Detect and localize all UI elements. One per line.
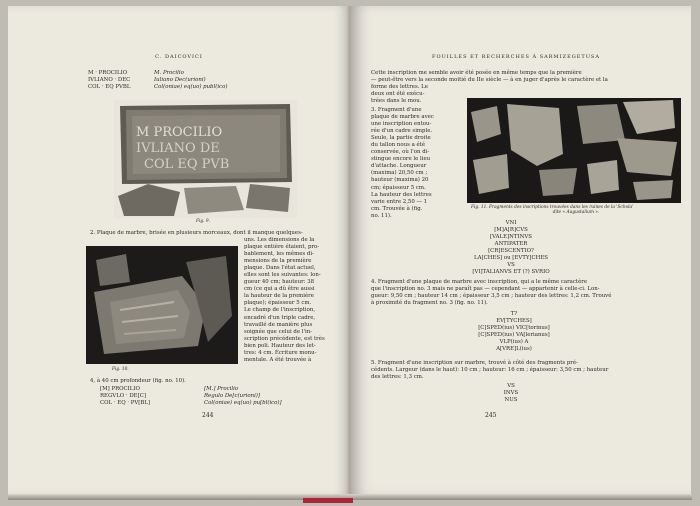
left-page [8,6,350,496]
inscription4: T? EV[TYCHES] [C]SPED(ius) VIC[torinus] [C]SPED(ius) VA[lerianus] VLP(ius) A A[VRE]L(ius) [478,311,550,353]
photo-line2: IVLIANO DE [136,141,220,156]
inscription1-original: M · PROCILIO IVLIANO · DEC COL · EQ PVBL [88,70,131,91]
right-page-number: 245 [485,412,497,419]
fig11-caption: Fig. 11. Fragments des inscriptions trouvées dans les ruines de la 'Schola' dite « Augustalium ». [471,205,634,216]
fig9-caption: Fig. 9. [196,219,210,224]
bookmark-ribbon [303,498,353,503]
right-running-header: FOUILLES ET RECHERCHES À SARMIZEGETUSA [432,54,600,60]
book-spread [8,6,692,502]
fig11-photo [467,98,681,203]
intro-paragraph: Cette inscription me semble avoir été posée en même temps que la première — peut-être vers la seconde moitié du IIe siècle — à en juger d'après le caractère et la forme des lettres. Le deux ont été exécu- trées dans le mou. [371,70,608,105]
fig10-photo [86,246,238,364]
stone-fragment-image [86,246,238,364]
para2-side: uns. Les dimensions de la plaque entière étaient, pro- bablement, les mêmes di- mensions de la première plaque. Dans l'état actuel, elles sont les suivantes: lon- gueur 40 cm; hauteur: 38 cm (ce qui a dû être aussi la hauteur de la première plaque); épaisseur 5 cm. Le champ de l'inscription, encadré d'un triple cadre, travaillé de manière plus soignée que celui de l'in- scription précédente, est très bien poli. Hauteur des let- tres: 4 cm. Écriture monu- mentale. A été trouvée à [244,237,325,363]
inscription5: VS INVS NUS [503,383,519,404]
fig9-photo [114,100,297,218]
para5: 5. Fragment d'une inscription sur marbre, trouvé à côté des fragments pré- cédents. Largeur (dans le haut): 10 cm ; hauteur: 16 cm ; épaisseur: 3,50 cm ; hauteur des lettres: 1,3 cm. [371,360,609,381]
para4: 4. Fragment d'une plaque de marbre avec inscription, qui a le même caractère que l'inscription no. 3 mais ne paraît pas — cependant — appartenir à celle-ci. Lon- gueur: 9,50 cm ; hauteur 14 cm ; épaisseur 3,5 cm ; hauteur des lettres: 1,2 cm. Trouvé à proximité du fragment no. 3 (fig. no. 11). [371,279,612,307]
stone-slab-image [114,100,297,218]
inscription2-transcription: [M.] Procilio Regulo De[c(urioni)] Col(oniae) eq(uo) pu[bl(ico)] [204,386,282,407]
inscription2-original: [M] PROCILIO REGVLO · DE[C] COL · EQ · PV[BL] [100,386,151,407]
right-page [351,6,691,496]
para2-full: 2. Plaque de marbre, brisée en plusieurs morceaux, dont il manque quelques- [90,230,303,236]
left-running-header: C. DAICOVICI [155,54,203,60]
inscription3: VNI [M]A[R]CVS [VALE]NTINVS ANTIPATER [CR]ESCENTIO? LA[CHES] ou [EVTY]CHES VS [VI]TALIANVS ET (?) SVRIO [472,220,550,276]
fragments-image [467,98,681,203]
photo-line1: M PROCILIO [136,125,223,140]
para2-end: 4, à 40 cm profondeur (fig. no. 10). [90,378,186,384]
fig10-caption: Fig. 10. [112,367,129,372]
inscription1-transcription: M. Procilio Iuliano Dec(urioni) Col(oniae) eq(uo) publ(ico) [154,70,228,91]
para3: 3. Fragment d'une plaque de marbre avec une inscription entou- rée d'un cadre simple. Seule, la partie droite du tallon nous a été conservée, où l'on di- stingue encore le lieu d'attache. Longueur (maxima) 20,50 cm ; hauteur (maxima) 20 cm; épaisseur 5 cm. La hauteur des lettres varie entre 2,50 — 1 cm. Trouvée à (fig. no. 11). [371,107,434,219]
left-page-number: 244 [202,412,214,419]
photo-line3: COL EQ PVB [144,157,230,172]
